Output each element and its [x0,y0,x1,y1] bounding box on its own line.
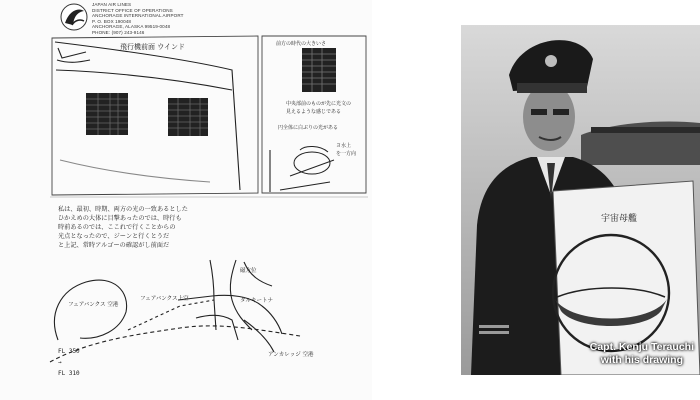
light-cluster-center [168,98,208,136]
airline-crane-logo [61,4,87,30]
panel-note: 前方の時代の大きいさ [276,41,327,47]
flight-route-map [50,260,300,362]
map-label-route: フェアバンクス上空 [140,296,189,302]
panel-note: 中央部前のものが先に光文の [286,101,352,107]
caption-line: with his drawing [600,354,683,366]
flight-level: FL 310 [58,370,80,377]
light-cluster-left [86,93,128,135]
letterhead [92,2,262,36]
narrative-line: 時前あるのでは、ここれで行くことからの [58,224,176,231]
letterhead-line: DISTRICT OFFICE OF OPERATIONS [92,7,173,13]
drawing-title: 宇宙母艦 [601,214,638,224]
narrative-line: ひかえめの大体に目撃あったのでは、時行も [58,215,182,222]
map-label-talkeetna: タルキートナ [240,298,274,304]
map-label-heading: 磁方位 [240,268,257,274]
light-cluster-detail [302,48,336,92]
letterhead-line: PHONE: (907) 243-9146 [92,29,145,35]
flight-level: → [58,359,62,366]
letterhead-line: P. O. BOX 190048 [92,18,132,24]
panel-title: 飛行機前面 ウインド [120,43,186,51]
letterhead-line: JAPAN AIR LINES [92,2,132,7]
photo-caption [590,341,694,367]
map-label-anchorage: アンカレッジ 空港 [268,352,314,358]
flight-level-notes [58,346,80,379]
narrative-line: 光点となったので、ジーンと行くとうだ [58,233,170,240]
angle-note: ヨ水上 [336,143,352,149]
angle-note: を一方向 [336,151,357,157]
captain-photo [461,25,700,375]
letterhead-line: ANCHORAGE, ALASKA 99519-0048 [92,24,171,30]
caption-line: Capt. Kenju Terauchi [589,341,694,353]
narrative-line: 私は、最初、時期、両方の光の一致あるとした [58,206,188,213]
letterhead-line: ANCHORAGE INTERNATIONAL AIRPORT [92,13,184,19]
photo-illustration [461,25,700,375]
panel-note: 円全体に白ぶりの光がある [278,125,339,131]
flight-level: FL 350 [58,348,80,355]
map-label-fairbanks: フェアバンクス 空港 [68,302,119,308]
panel-note: 見えるような感じである [286,109,342,115]
angle-sketch [280,146,334,190]
narrative-line: と上記、常時アルゴーの確認がし前面だ [58,242,170,249]
